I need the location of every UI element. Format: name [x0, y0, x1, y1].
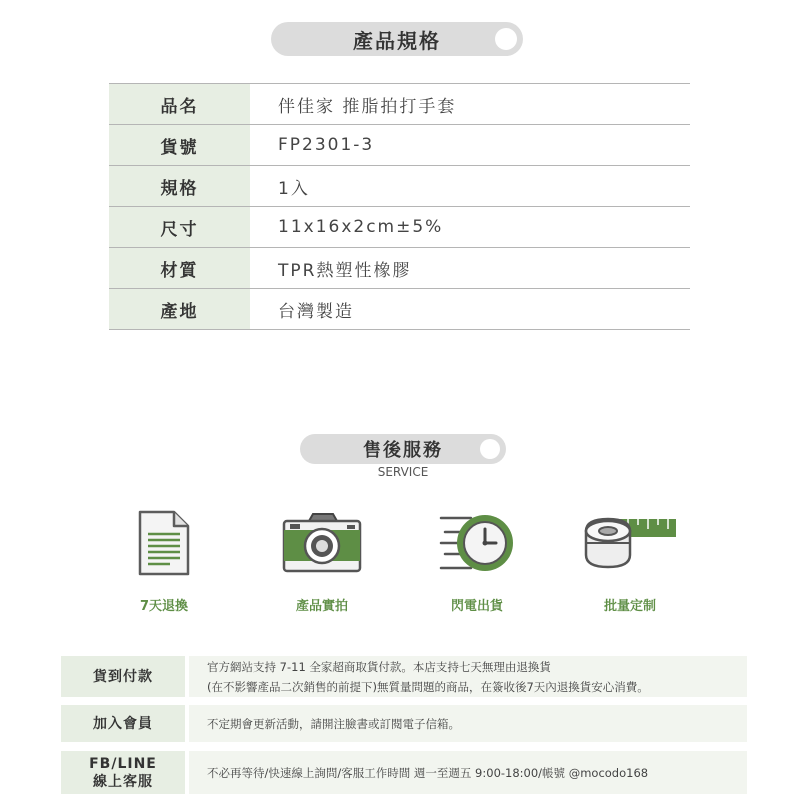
- spec-value: TPR熱塑性橡膠: [250, 248, 690, 288]
- info-line: 官方網站支持 7-11 全家超商取貨付款。本店支持七天無理由退換貨: [207, 659, 551, 674]
- info-row-membership: [61, 705, 747, 742]
- spec-label: 貨號: [109, 125, 250, 165]
- service-item-return: [94, 505, 234, 614]
- info-text: [189, 705, 747, 742]
- pill-dot: [495, 28, 517, 50]
- spec-row: [109, 84, 690, 125]
- fast-clock-icon: [437, 512, 517, 574]
- service-title-text: 售後服務: [363, 440, 443, 461]
- service-label: 產品實拍: [295, 599, 348, 614]
- info-label-text: 貨到付款: [93, 668, 153, 685]
- info-label-text: FB/LINE: [89, 755, 157, 772]
- spec-row: [109, 289, 690, 330]
- spec-title-text: 產品規格: [353, 28, 441, 53]
- info-row-cod: [61, 656, 747, 697]
- spec-label: 規格: [109, 166, 250, 206]
- info-label-text: 加入會員: [93, 715, 153, 732]
- info-line: (在不影響產品二次銷售的前提下)無質量問題的商品，在簽收後7天內退換貨安心消費。: [207, 679, 649, 694]
- info-label: [61, 751, 185, 794]
- spec-label: 產地: [109, 289, 250, 329]
- info-label: [61, 705, 185, 742]
- service-item-real-photo: [252, 505, 392, 614]
- spec-value: FP2301-3: [250, 125, 690, 165]
- spec-row: [109, 166, 690, 207]
- info-row-online-service: [61, 751, 747, 794]
- service-section-title: [300, 434, 506, 464]
- pill-dot: [480, 439, 500, 459]
- spec-value: 1入: [250, 166, 690, 206]
- info-label: [61, 656, 185, 697]
- info-label-text: 線上客服: [93, 773, 153, 790]
- info-line: 不定期會更新活動，請開注臉書或訂閱電子信箱。: [207, 716, 460, 731]
- info-line: 不必再等待/快速線上詢問/客服工作時間 週一至週五 9:00-18:00/帳號 @mocodo168: [207, 765, 649, 780]
- spec-label: 品名: [109, 84, 250, 124]
- spec-section-title: [271, 22, 523, 56]
- info-text: [189, 751, 747, 794]
- spec-value: 台灣製造: [250, 289, 690, 329]
- spec-row: [109, 125, 690, 166]
- spec-row: [109, 248, 690, 289]
- camera-icon: [281, 512, 363, 574]
- document-icon: [136, 508, 192, 578]
- spec-table: [109, 83, 690, 330]
- service-label: 閃電出貨: [450, 599, 503, 614]
- service-item-bulk-custom: [560, 505, 700, 614]
- spec-row: [109, 207, 690, 248]
- service-item-fast-shipping: [407, 505, 547, 614]
- info-text: [189, 656, 747, 697]
- spec-value: 11x16x2cm±5%: [250, 207, 690, 247]
- service-subtitle: SERVICE: [377, 465, 429, 479]
- measuring-tape-icon: [582, 515, 678, 571]
- spec-value: 伴佳家 推脂拍打手套: [250, 84, 690, 124]
- spec-label: 尺寸: [109, 207, 250, 247]
- spec-label: 材質: [109, 248, 250, 288]
- service-label: 批量定制: [603, 599, 656, 614]
- service-label: 7天退換: [139, 599, 189, 614]
